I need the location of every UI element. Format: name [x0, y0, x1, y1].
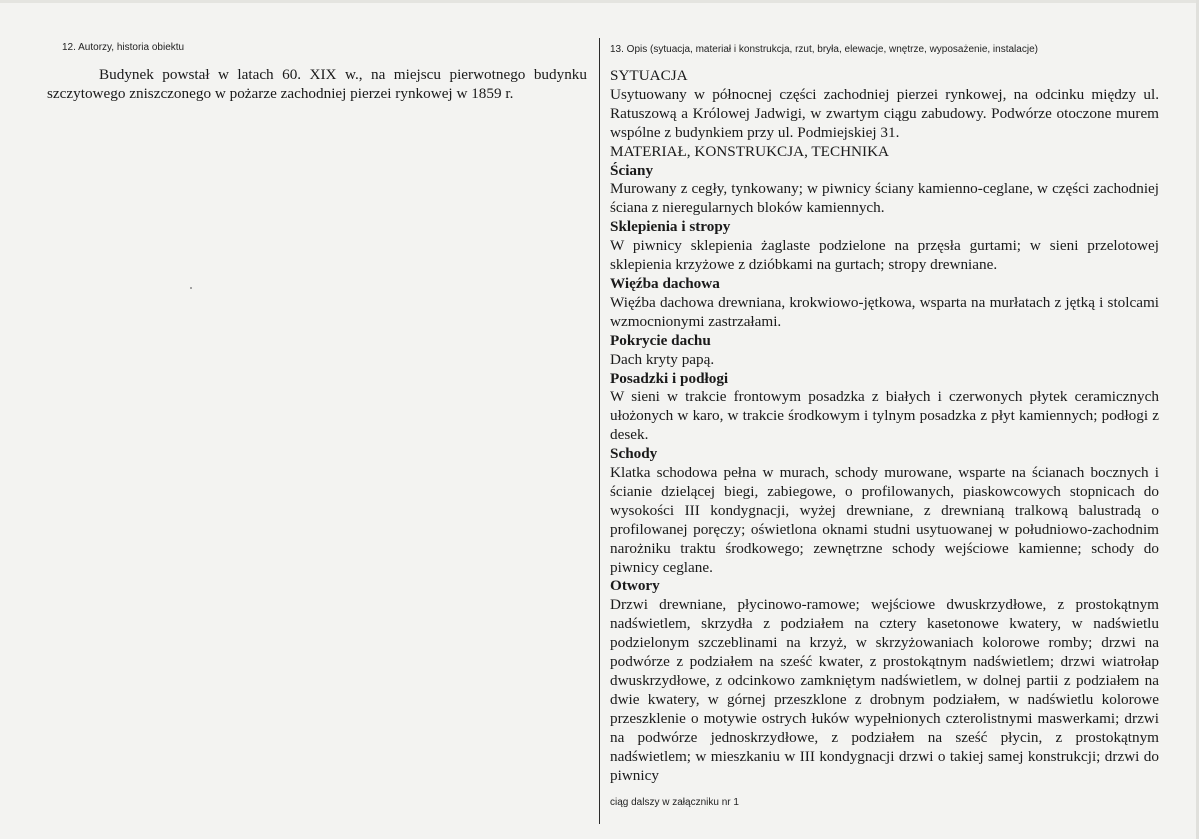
continuation-note: ciąg dalszy w załączniku nr 1: [610, 797, 739, 808]
sklepienia-heading: Sklepienia i stropy: [610, 218, 731, 236]
section-12-label: 12. Autorzy, historia obiektu: [62, 42, 185, 53]
otwory-heading: Otwory: [610, 577, 660, 595]
pokrycie-heading: Pokrycie dachu: [610, 331, 711, 349]
posadzki-text: W sieni w trakcie frontowym posadzka z białych i czerwonych płytek ceramicznych ułożonych w karo, w trakcie środkowym i tylnym posadzka z płyt kamiennych; podłogi z desek.: [610, 388, 1159, 444]
material-heading: MATERIAŁ, KONSTRUKCJA, TECHNIKA: [610, 142, 890, 160]
sklepienia-text: W piwnicy sklepienia żaglaste podzielone na przęsła gurtami; w sieni przelotowej sklepienia krzyżowe z dzióbkami na gurtach; stropy drewniane.: [610, 237, 1159, 274]
sciany-heading: Ściany: [610, 161, 654, 179]
scan-edge-top: [0, 0, 1199, 3]
scan-speck: [190, 287, 192, 289]
sytuacja-text: Usytuowany w północnej części zachodniej pierzei rynkowej, na odcinku między ul. Ratuszową a Królowej Jadwigi, w zwartym ciągu zabudowy. Podwórze otoczone murem wspólne z budynkiem przy ul. Podmiejskiej 31.: [610, 85, 1159, 141]
wiezba-text: Więźba dachowa drewniana, krokwiowo-jętkowa, wsparta na murłatach z jętką i stolcami wzmocnionymi zastrzałami.: [610, 293, 1159, 330]
wiezba-heading: Więźba dachowa: [610, 274, 720, 292]
pokrycie-text: Dach kryty papą.: [610, 350, 715, 368]
section-13-label: 13. Opis (sytuacja, materiał i konstrukcja, rzut, bryła, elewacje, wnętrze, wyposażenie, instalacje): [610, 44, 1038, 55]
section-12-body: [47, 65, 587, 103]
schody-text: Klatka schodowa pełna w murach, schody murowane, wsparte na ścianach bocznych i ścianie dzielącej biegi, zabiegowe, o profilowanych, piaskowcowych stopnicach do wysokości III kondygnacji, wyżej drewniane, z drewnianą tralkową balustradą o profilowanej poręczy; oświetlona oknami studni usytuowanej w południowo-zachodnim narożniku traktu środkowego; zewnętrzne schody wejściowe kamienne; schody do piwnicy ceglane.: [610, 464, 1159, 576]
sciany-text: Murowany z cegły, tynkowany; w piwnicy ściany kamienno-ceglane, w części zachodniej ściana z nieregularnych bloków kamiennych.: [610, 180, 1159, 217]
section-13-body: [610, 67, 1159, 785]
sytuacja-heading: SYTUACJA: [610, 67, 688, 84]
otwory-text: Drzwi drewniane, płycinowo-ramowe; wejściowe dwuskrzydłowe, z prostokątnym nadświetlem, skrzydła z podziałem na cztery kasetonowe kwatery, w nadświetlu podzielonym szczeblinami na krzyż, w skrzyżowaniach kolorowe romby; drzwi na podwórze z podziałem na sześć kwater, z prostokątnym nadświetlem; drzwi wiatrołap dwuskrzydłowe, z odcinkowo zamkniętym nadświetlem, w dolnej partii z podziałem na dwie kwatery, w górnej przeszklone z drobnym podziałem, w nadświetlu kolorowe przeszklenie o motywie ostrych łuków wypełnionych czterolistnymi maswerkami; drzwi na podwórze jednoskrzydłowe, z podziałem na sześć płycin, z prostokątnym nadświetlem; w mieszkaniu w III kondygnacji drzwi o takiej samej konstrukcji; drzwi do piwnicy: [610, 596, 1159, 784]
column-divider: [599, 38, 600, 824]
history-text: Budynek powstał w latach 60. XIX w., na miejscu pierwotnego budynku szczytowego zniszczonego w pożarze zachodniej pierzei rynkowej w 1859 r.: [47, 66, 587, 102]
posadzki-heading: Posadzki i podłogi: [610, 369, 729, 387]
schody-heading: Schody: [610, 445, 658, 463]
